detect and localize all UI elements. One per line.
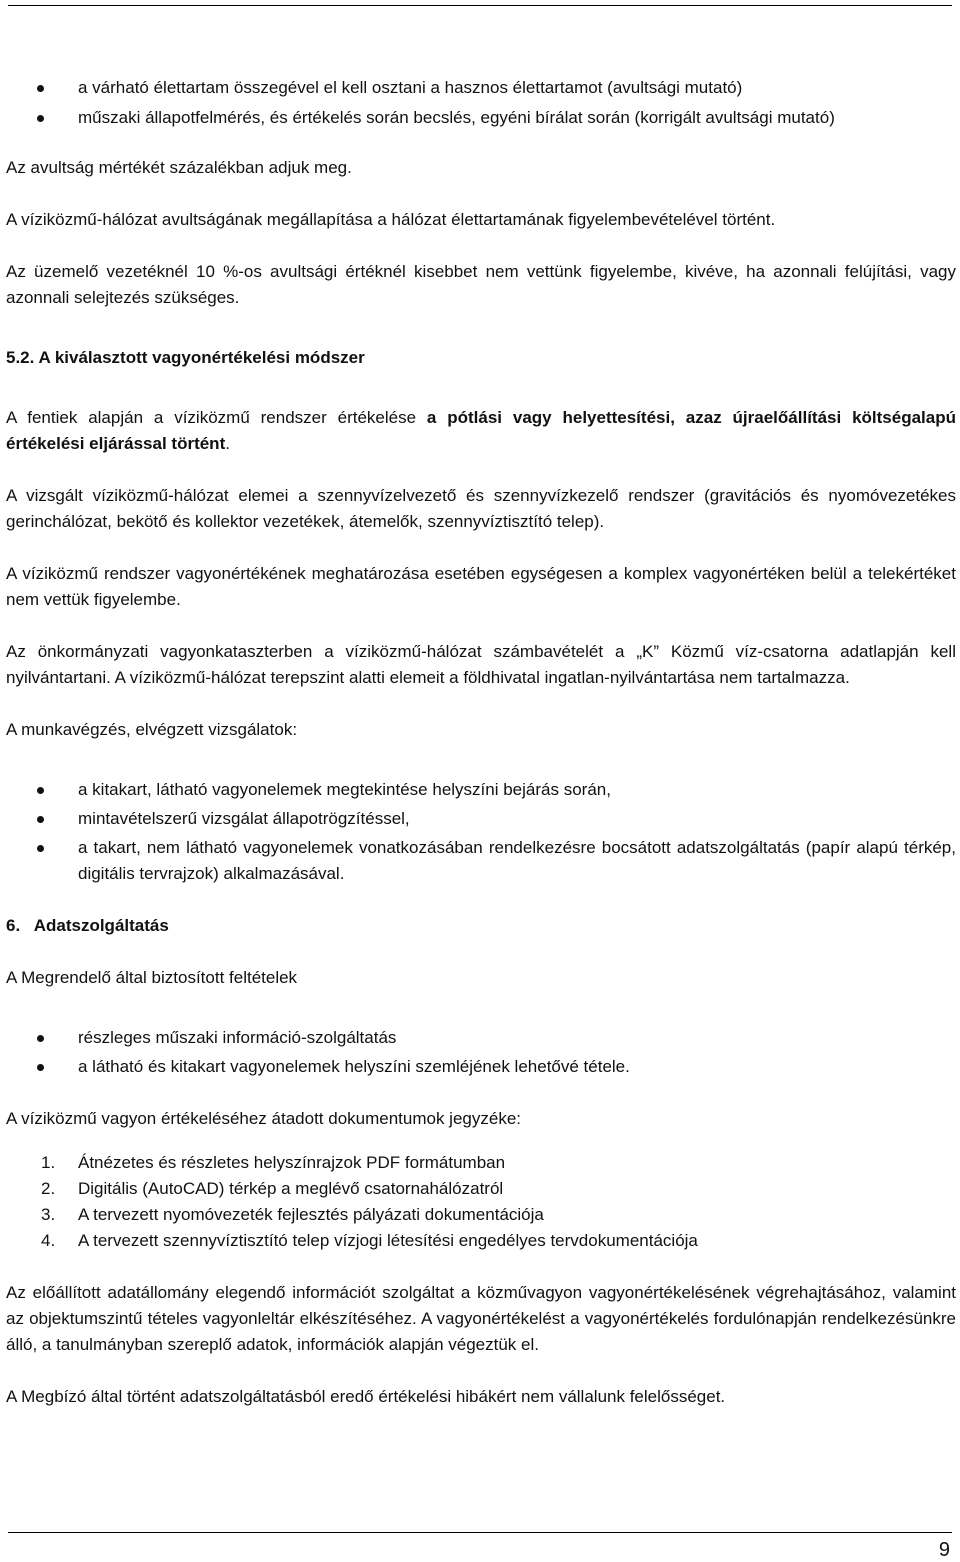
bullet-list-feltetelek [6,1025,956,1080]
list-item-text: mintavételszerű vizsgálat állapotrögzítéssel, [78,809,410,828]
list-item-number: 2. [41,1179,56,1198]
list-item-text: műszaki állapotfelmérés, és értékelés során becslés, egyéni bírálat során (korrigált avultsági mutató) [78,108,835,127]
list-item [6,1202,956,1228]
paragraph-fentiek-lead: A fentiek alapján a víziközmű rendszer értékelése [6,408,427,427]
list-item-text: Digitális (AutoCAD) térkép a meglévő csatornahálózatról [78,1179,504,1198]
list-item [6,1228,956,1254]
list-item-number: 3. [41,1205,56,1224]
list-item [6,105,956,131]
paragraph-fentiek-tail: . [225,434,230,453]
paragraph-avultsag: Az avultság mértékét százalékban adjuk meg. [6,158,352,177]
bullet-icon [37,787,44,794]
paragraph-munkavegzes: A munkavégzés, elvégzett vizsgálatok: [6,720,298,739]
bullet-icon [37,845,44,852]
bullet-list-avultsag [6,75,956,131]
list-item-text: Átnézetes és részletes helyszínrajzok PDF formátumban [78,1153,506,1172]
list-item-text: a látható és kitakart vagyonelemek helyszíni szemléjének lehetővé tétele. [78,1057,630,1076]
page-number: 9 [938,1539,950,1561]
section-heading-6: 6. Adatszolgáltatás [6,916,169,935]
bullet-icon [37,115,44,122]
paragraph-fentiek [6,405,956,457]
list-item [6,1150,956,1176]
section-heading-5-2: 5.2. A kiválasztott vagyonértékelési módszer [6,348,365,367]
paragraph-dokumentumok: A víziközmű vagyon értékeléséhez átadott dokumentumok jegyzéke: [6,1109,522,1128]
paragraph-megbizo: A Megbízó által történt adatszolgáltatásból eredő értékelési hibákért nem vállalunk felelősséget. [6,1387,726,1406]
list-item [6,1025,956,1051]
bullet-icon [37,1035,44,1042]
list-item [6,806,956,832]
paragraph-eloallitott: Az előállított adatállomány elegendő információt szolgáltat a közművagyon vagyonértékelésének végrehajtásához, valamint az objektumszintű tételes vagyonleltár elkészítéséhez. A vagyonértékelést a vagyonértékelés fordulónapján rendelkezésünkre álló, a tanulmányban szereplő adatok, információk alapján végeztük el. [6,1283,956,1354]
document-body [6,75,956,1410]
list-item-number: 4. [41,1231,56,1250]
paragraph-vizsgalt: A vizsgált víziközmű-hálózat elemei a szennyvízelvezető és szennyvízkezelő rendszer (gravitációs és nyomóvezetékes gerinchálózat, bekötő és kollektor vezetékek, átemelők, szennyvíztisztító telep). [6,486,956,531]
list-item-text: A tervezett szennyvíztisztító telep vízjogi létesítési engedélyes tervdokumentációja [78,1231,698,1250]
top-rule [8,5,952,6]
paragraph-megrendelo: A Megrendelő által biztosított feltételek [6,968,298,987]
list-item-text: a takart, nem látható vagyonelemek vonatkozásában rendelkezésre bocsátott adatszolgáltatás (papír alapú térkép, digitális tervrajzok) alkalmazásával. [78,838,956,883]
list-item [6,1054,956,1080]
paragraph-vizikozmu-halozat: A víziközmű-hálózat avultságának megállapítása a hálózat élettartamának figyelembevételével történt. [6,210,776,229]
list-item-number: 1. [41,1153,56,1172]
bullet-list-vizsgalatok [6,777,956,887]
paragraph-fentiek-bold: a pótlási vagy helyettesítési, azaz újraelőállítási költségalapú értékelési eljárással történt [6,408,956,453]
list-item-text: részleges műszaki információ-szolgáltatás [78,1028,397,1047]
list-item [6,777,956,803]
list-item-text: a várható élettartam összegével el kell osztani a hasznos élettartamot (avultsági mutató) [78,78,743,97]
list-item [6,835,956,887]
bullet-icon [37,1064,44,1071]
list-item [6,1176,956,1202]
bullet-icon [37,816,44,823]
list-item [6,75,956,101]
paragraph-vagyonertek: A víziközmű rendszer vagyonértékének meghatározása esetében egységesen a komplex vagyonértéken belül a telekértéket nem vettük figyelembe. [6,564,956,609]
bullet-icon [37,85,44,92]
numbered-list-dokumentumok [6,1150,956,1254]
list-item-text: A tervezett nyomóvezeték fejlesztés pályázati dokumentációja [78,1205,544,1224]
bottom-rule [8,1532,952,1533]
paragraph-uzemelo: Az üzemelő vezetéknél 10 %-os avultsági értéknél kisebbet nem vettünk figyelembe, kivéve, ha azonnali felújítási, vagy azonnali selejtezés szükséges. [6,262,956,307]
list-item-text: a kitakart, látható vagyonelemek megtekintése helyszíni bejárás során, [78,780,611,799]
paragraph-onkormanyzati: Az önkormányzati vagyonkataszterben a víziközmű-hálózat számbavételét a „K” Közmű víz-csatorna adatlapján kell nyilvántartani. A víziközmű-hálózat terepszint alatti elemeit a földhivatal ingatlan-nyilvántartása nem tartalmazza. [6,642,956,687]
